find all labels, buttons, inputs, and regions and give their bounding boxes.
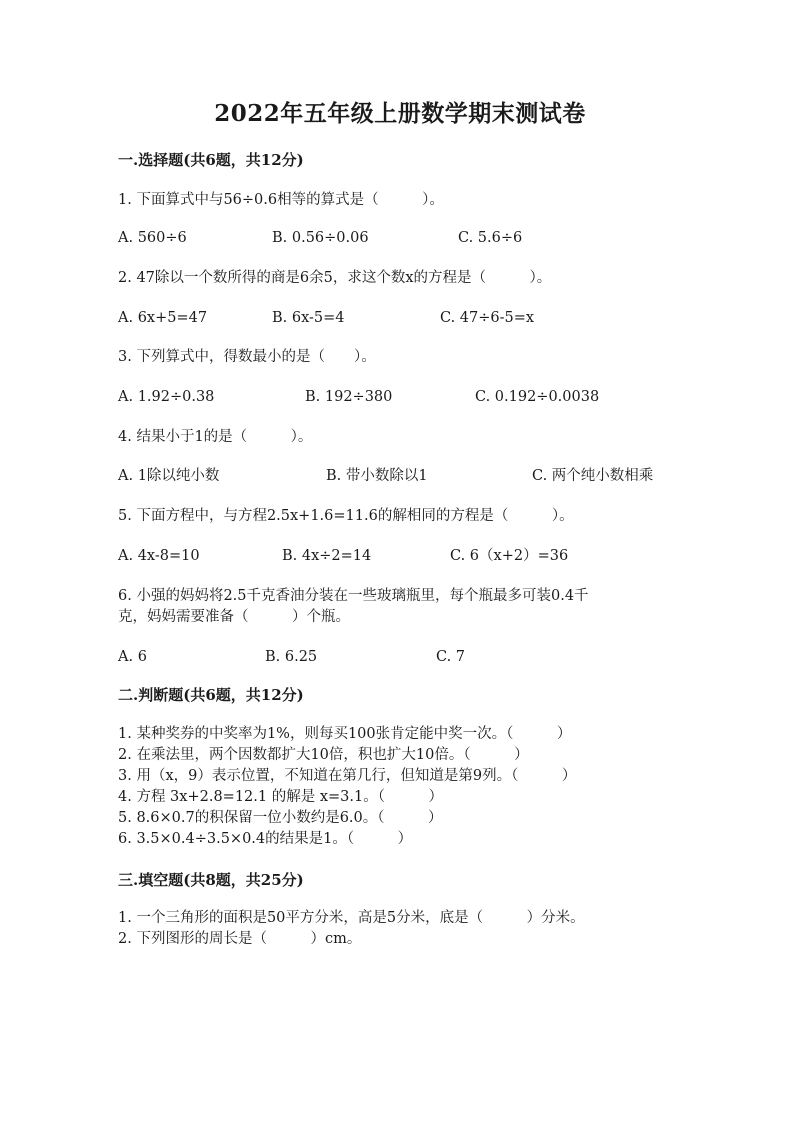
- q2-stem: 2. 47除以一个数所得的商是6余5，求这个数x的方程是（ ）。: [118, 270, 552, 286]
- q3-stem: 3. 下列算式中，得数最小的是（ ）。: [118, 349, 376, 365]
- q5-option-a: A. 4x-8=10: [118, 548, 200, 564]
- judge-item-3: 3. 用（x，9）表示位置，不知道在第几行，但知道是第9列。（ ）: [118, 768, 577, 784]
- fill-item-1: 1. 一个三角形的面积是50平方分米，高是5分米，底是（ ）分米。: [118, 910, 585, 926]
- q1-option-b: B. 0.56÷0.06: [272, 230, 369, 246]
- q5-option-c: C. 6（x+2）=36: [450, 548, 569, 564]
- q5-option-b: B. 4x÷2=14: [282, 548, 372, 564]
- q3-option-b: B. 192÷380: [305, 389, 393, 405]
- q3-option-a: A. 1.92÷0.38: [118, 389, 215, 405]
- section1-heading: 一.选择题(共6题，共12分): [118, 151, 304, 169]
- q5-stem: 5. 下面方程中，与方程2.5x+1.6=11.6的解相同的方程是（ ）。: [118, 508, 574, 524]
- judge-item-1: 1. 某种奖券的中奖率为1%，则每买100张肯定能中奖一次。（ ）: [118, 726, 572, 742]
- q1-stem: 1. 下面算式中与56÷0.6相等的算式是（ ）。: [118, 192, 444, 208]
- q4-option-a: A. 1除以纯小数: [118, 468, 220, 484]
- section2-heading: 二.判断题(共6题，共12分): [118, 686, 304, 704]
- section3-heading: 三.填空题(共8题，共25分): [118, 871, 304, 889]
- q2-option-c: C. 47÷6-5=x: [440, 310, 535, 326]
- q6-option-c: C. 7: [436, 649, 466, 665]
- page-title: 2022年五年级上册数学期末测试卷: [214, 100, 586, 127]
- q4-option-c: C. 两个纯小数相乘: [532, 468, 654, 484]
- fill-item-2: 2. 下列图形的周长是（ ）cm。: [118, 931, 362, 947]
- judge-item-6: 6. 3.5×0.4÷3.5×0.4的结果是1。（ ）: [118, 831, 413, 847]
- q1-option-c: C. 5.6÷6: [458, 230, 523, 246]
- q6-option-a: A. 6: [118, 649, 147, 665]
- q6-stem-line1: 6. 小强的妈妈将2.5千克香油分装在一些玻璃瓶里，每个瓶最多可装0.4千: [118, 588, 589, 604]
- q2-option-b: B. 6x-5=4: [272, 310, 345, 326]
- q2-option-a: A. 6x+5=47: [118, 310, 208, 326]
- q6-option-b: B. 6.25: [265, 649, 318, 665]
- q4-option-b: B. 带小数除以1: [326, 468, 428, 484]
- judge-item-5: 5. 8.6×0.7的积保留一位小数约是6.0。（ ）: [118, 810, 443, 826]
- judge-item-4: 4. 方程 3x+2.8=12.1 的解是 x=3.1。（ ）: [118, 789, 443, 805]
- q3-option-c: C. 0.192÷0.0038: [475, 389, 600, 405]
- q6-stem-line2: 克，妈妈需要准备（ ）个瓶。: [118, 609, 350, 625]
- judge-item-2: 2. 在乘法里，两个因数都扩大10倍，积也扩大10倍。（ ）: [118, 747, 529, 763]
- q1-option-a: A. 560÷6: [118, 230, 187, 246]
- q4-stem: 4. 结果小于1的是（ ）。: [118, 429, 313, 445]
